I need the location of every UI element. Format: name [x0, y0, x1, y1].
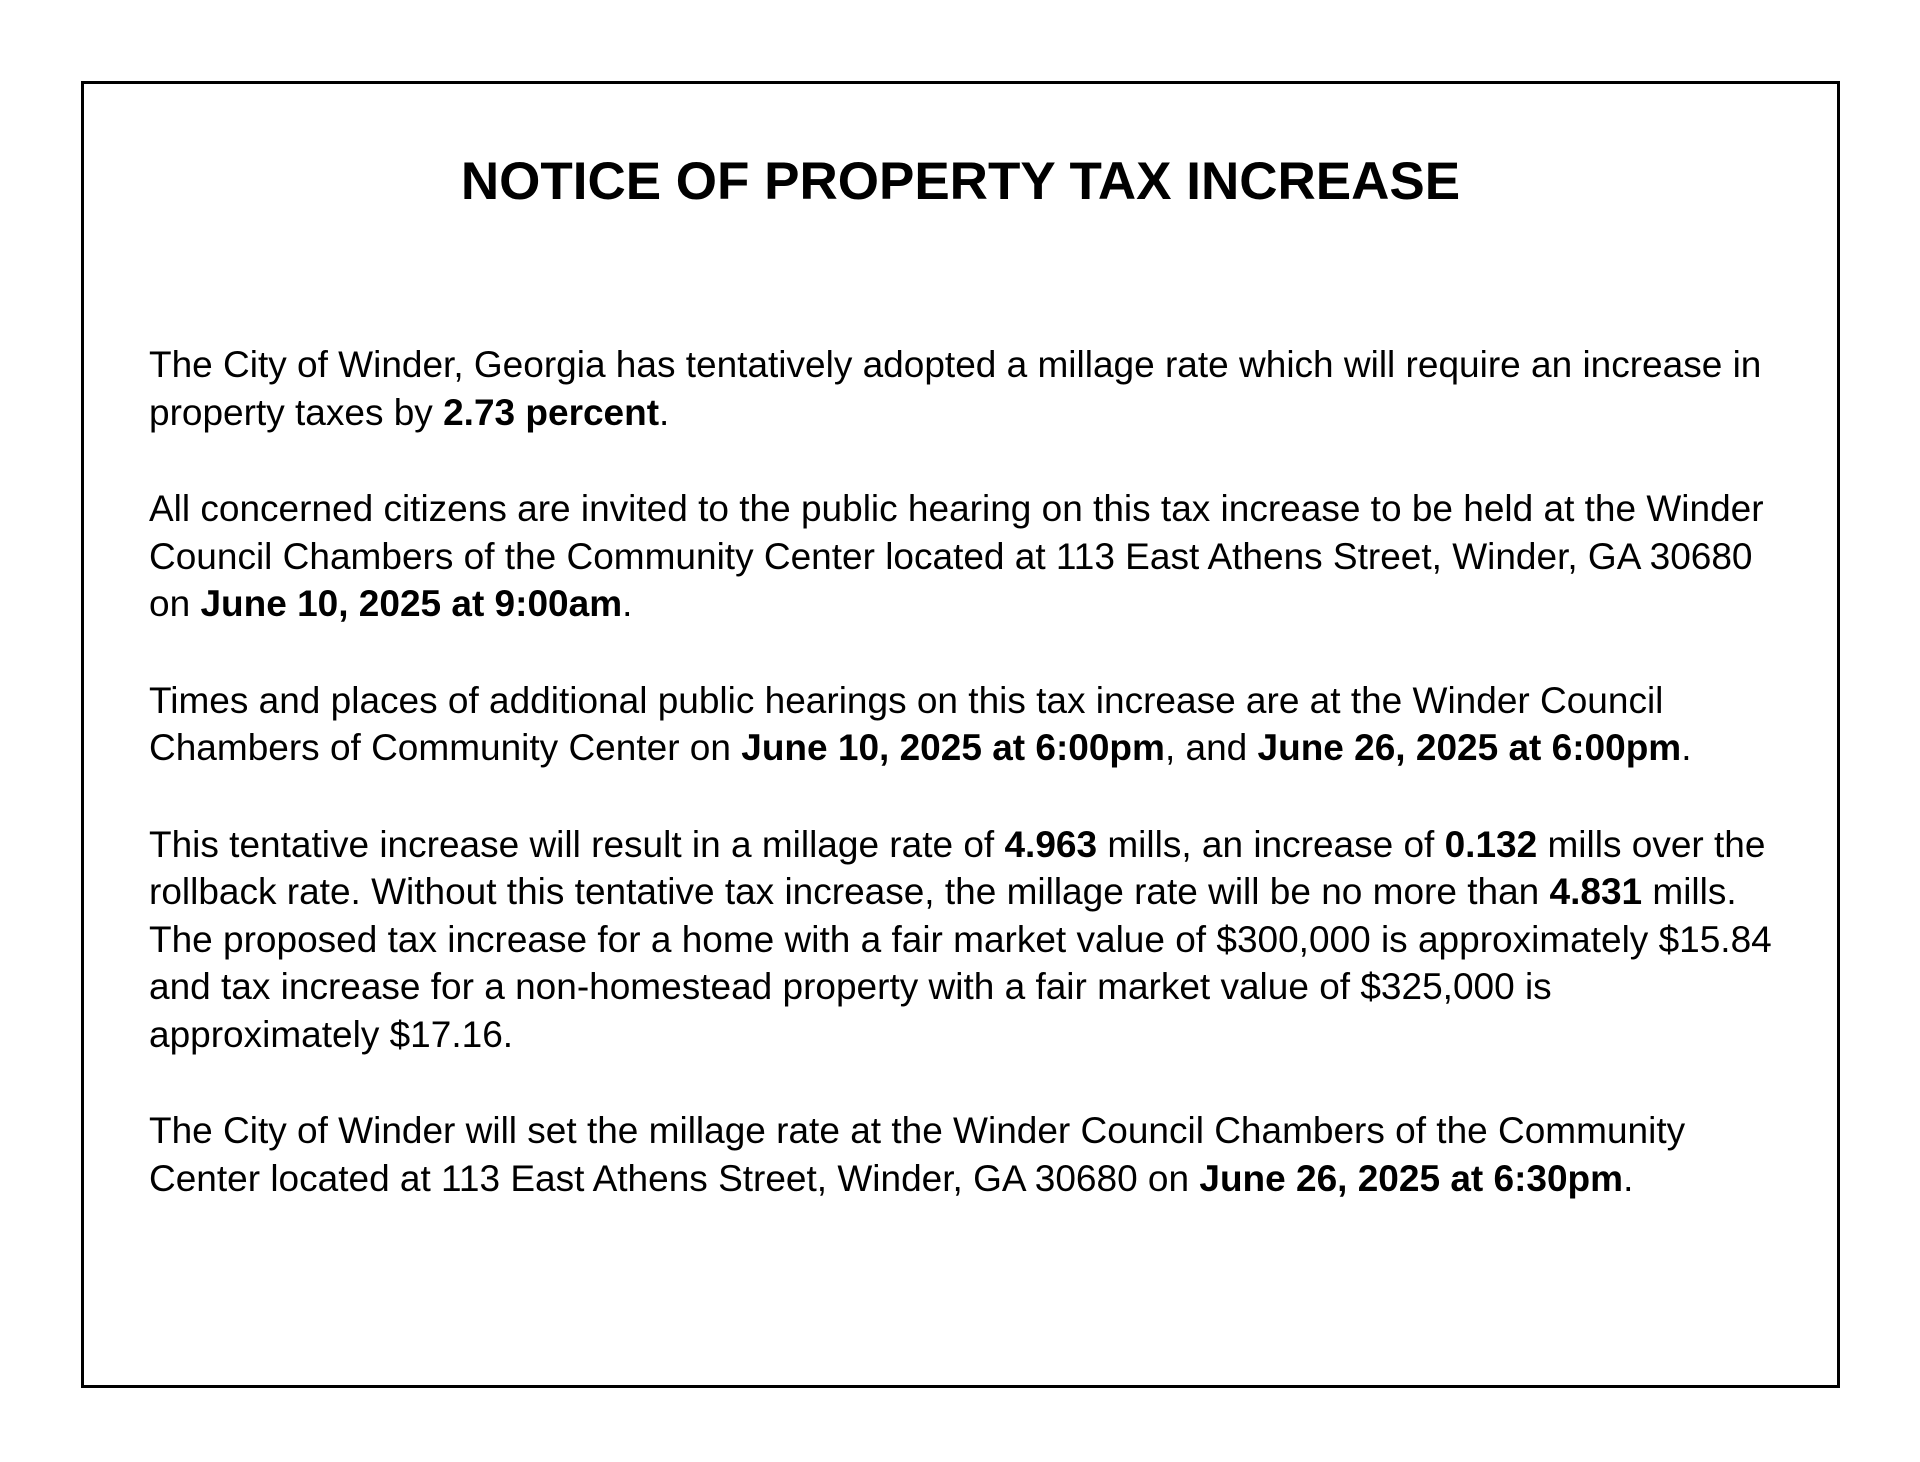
text: .	[622, 583, 633, 624]
text: mills over the rollback rate. Without this tentative tax increase, the millage rate will be no more than	[149, 823, 1766, 912]
millage-rate: 4.963	[1004, 823, 1098, 865]
paragraph-tax-increase	[149, 341, 1789, 436]
text: The City of Winder, Georgia has tentatively adopted a millage rate which will require an increase in property taxes by	[149, 344, 1762, 433]
text: mills. The proposed tax increase for a home with a fair market value of $300,000 is approximately $15.84 and tax increase for a non-homestead property with a fair market value of $325,000 is approximately $17.16.	[149, 871, 1772, 1055]
paragraph-public-hearing	[149, 485, 1789, 628]
hearing-date-1: June 10, 2025 at 9:00am	[200, 583, 623, 624]
increase-percent: 2.73 percent	[443, 391, 660, 433]
notice-box	[81, 81, 1840, 1388]
notice-title: NOTICE OF PROPERTY TAX INCREASE	[460, 152, 1461, 211]
text: .	[1623, 1157, 1634, 1199]
set-rate-date: June 26, 2025 at 6:30pm	[1199, 1157, 1624, 1199]
paragraph-set-millage	[149, 1107, 1789, 1202]
text: Times and places of additional public hearings on this tax increase are at the Winder Council Chambers of Community Center on	[149, 679, 1664, 768]
text: .	[1681, 727, 1692, 768]
text: , and	[1164, 727, 1258, 768]
text: mills, an increase of	[1097, 823, 1445, 865]
notice-body	[149, 341, 1789, 1202]
rollback-rate: 4.831	[1549, 871, 1643, 912]
millage-increase: 0.132	[1444, 823, 1538, 865]
text: .	[659, 391, 670, 433]
hearing-date-3: June 26, 2025 at 6:00pm	[1257, 727, 1682, 768]
text: All concerned citizens are invited to the public hearing on this tax increase to be held at the Winder Council Chambers of the Community Center located at 113 East Athens Street, Winder, GA 30680 on	[149, 488, 1764, 624]
hearing-date-2: June 10, 2025 at 6:00pm	[741, 727, 1165, 768]
text: The City of Winder will set the millage rate at the Winder Council Chambers of the Community Center located at 113 East Athens Street, Winder, GA 30680 on	[149, 1110, 1686, 1199]
paragraph-millage-details	[149, 821, 1789, 1059]
paragraph-additional-hearings	[149, 677, 1789, 772]
text: This tentative increase will result in a millage rate of	[149, 823, 1005, 865]
